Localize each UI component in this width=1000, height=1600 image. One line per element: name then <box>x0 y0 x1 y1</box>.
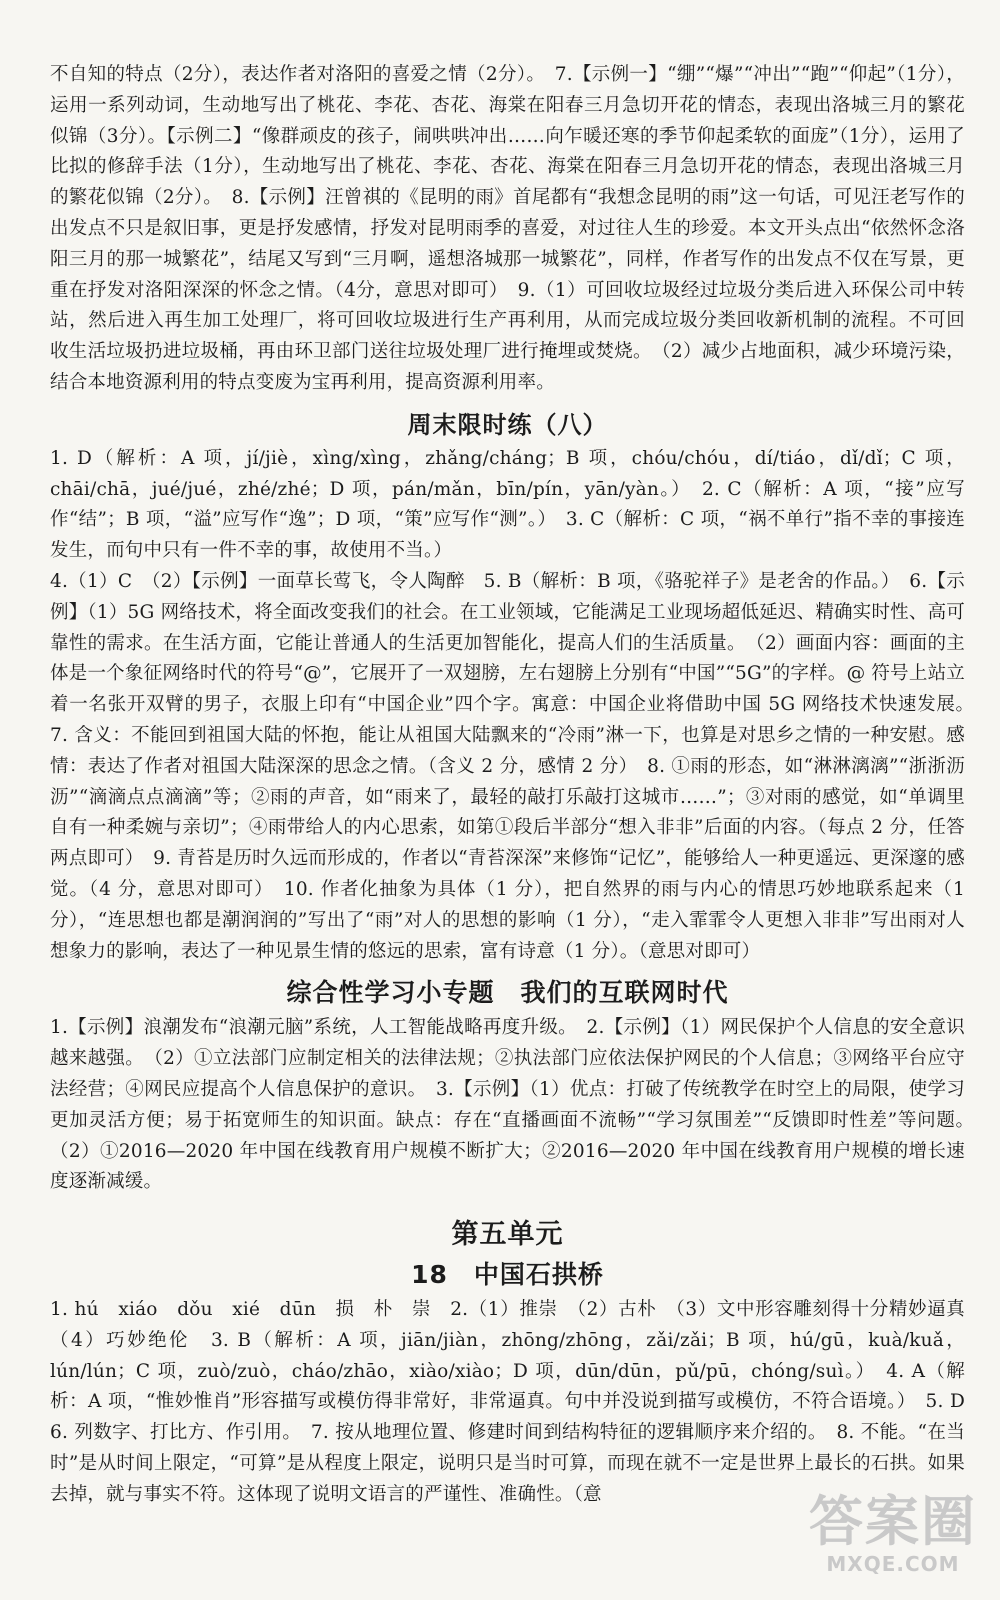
unit-title: 第五单元 <box>451 1219 564 1251</box>
weekend-paragraph-1: 1. D（解析：A 项，jí/jiè，xìng/xìng，zhǎng/cháng；B 项，chóu/chóu，dí/tiáo，dǐ/dǐ；C 项，chāi/chā，jué/jué，zhé/zhé；D 项，pán/mǎn，bīn/pín，yān/yàn。） 2. C（解析：A 项，“接”应写作“结”；B 项，“溢”应写作“逸”；D 项，“策”应写作“测”。） 3. C（解析：C 项，“祸不单行”指不幸的事接连发生，而句中只有一件不幸的事，故使用不当。） <box>50 447 965 562</box>
watermark-site: MXQE.COM <box>826 1552 960 1576</box>
lesson-paragraph: 1. hú xiáo dǒu xié dūn 损 朴 崇 2.（1）推崇 （2）古朴 （3）文中形容雕刻得十分精妙逼真 （4）巧妙绝伦 3. B（解析：A 项，jiān/jiàn，zhōng/zhōng，zǎi/zǎi；B 项，hú/gū，kuà/kuǎ，lún/lún；C 项，zuò/zuò，cháo/zhāo，xiào/xiào；D 项，dūn/dūn，pǔ/pū，chóng/suì。） 4. A（解析：A 项，“惟妙惟肖”形容描写或模仿得非常好，非常逼真。句中并没说到描写或模仿，不符合语境。） 5. D 6. 列数字、打比方、作引用。 7. 按从地理位置、修建时间到结构特征的逻辑顺序来介绍的。 8. 不能。“在当时”是从时间上限定，“可算”是从程度上限定，说明只是当时可算，而现在就不一定是世界上最长的石拱。如果去掉，就与事实不符。这体现了说明文语言的严谨性、准确性。（意 <box>50 1299 984 1505</box>
weekend-practice-title: 周末限时练（八） <box>407 410 608 439</box>
watermark-logo: 答案圈 <box>809 1490 977 1553</box>
answer-page <box>50 60 984 1511</box>
watermark <box>808 1492 978 1588</box>
intro-paragraph: 不自知的特点（2分），表达作者对洛阳的喜爱之情（2分）。 7.【示例一】“绷”“爆”“冲出”“跑”“仰起”（1分），运用一系列动词，生动地写出了桃花、李花、杏花、海棠在阳春三月急切开花的情态，表现出洛城三月的繁花似锦（3分）。【示例二】“像群顽皮的孩子，闹哄哄冲出……向乍暖还寒的季节仰起柔软的面庞”（1分），运用了比拟的修辞手法（1分），生动地写出了桃花、李花、杏花、海棠在阳春三月急切开花的情态，表现出洛城三月的繁花似锦（2分）。 8.【示例】汪曾祺的《昆明的雨》首尾都有“我想念昆明的雨”这一句话，可见汪老写作的出发点不只是叙旧事，更是抒发感情，抒发对昆明雨季的喜爱，对过往人生的珍爱。本文开头点出“依然怀念洛阳三月的那一城繁花”，结尾又写到“三月啊，遥想洛城那一城繁花”，同样，作者写作的出发点不仅在写景，更重在抒发对洛阳深深的怀念之情。（4分，意思对即可） 9.（1）可回收垃圾经过垃圾分类后进入环保公司中转站，然后进入再生加工处理厂，将可回收垃圾进行生产再利用，从而完成垃圾分类回收新机制的流程。不可回收生活垃圾扔进垃圾桶，再由环卫部门送往垃圾处理厂进行掩埋或焚烧。 （2）减少占地面积，减少环境污染，结合本地资源利用的特点变废为宝再利用，提高资源利用率。 <box>50 64 965 393</box>
lesson-title: 18 中国石拱桥 <box>411 1260 604 1290</box>
topic-paragraph: 1.【示例】浪潮发布“浪潮元脑”系统，人工智能战略再度升级。 2.【示例】（1）网民保护个人信息的安全意识越来越强。 （2）①立法部门应制定相关的法律法规；②执法部门应依法保护网民的个人信息；③网络平台应守法经营；④网民应提高个人信息保护的意识。 3.【示例】（1）优点：打破了传统教学在时空上的局限，使学习更加灵活方便；易于拓宽师生的知识面。缺点：存在“直播画面不流畅”“学习氛围差”“反馈即时性差”等问题。 （2）①2016—2020 年中国在线教育用户规模不断扩大；②2016—2020 年中国在线教育用户规模的增长速度逐渐减缓。 <box>50 1017 984 1193</box>
weekend-paragraph-2: 4.（1）C （2）【示例】一面草长莺飞，令人陶醉 5. B（解析：B 项，《骆驼祥子》是老舍的作品。） 6.【示例】（1）5G 网络技术，将全面改变我们的社会。在工业领域，它能满足工业现场超低延迟、精确实时性、高可靠性的需求。在生活方面，它能让普通人的生活更加智能化，提高人们的生活质量。 （2）画面内容：画面的主体是一个象征网络时代的符号“@”，它展开了一双翅膀，左右翅膀上分别有“中国”“5G”的字样。@ 符号上站立着一名张开双臂的男子，衣服上印有“中国企业”四个字。寓意：中国企业将借助中国 5G 网络技术快速发展。 7. 含义：不能回到祖国大陆的怀抱，能让从祖国大陆飘来的“冷雨”淋一下，也算是对思乡之情的一种安慰。感情：表达了作者对祖国大陆深深的思念之情。（含义 2 分，感情 2 分） 8. ①雨的形态，如“淋淋漓漓”“浙浙沥沥”“滴滴点点滴滴”等；②雨的声音，如“雨来了，最轻的敲打乐敲打这城市……”；③对雨的感觉，如“单调里自有一种柔婉与亲切”；④雨带给人的内心思索，如第①段后半部分“想入非非”后面的内容。（每点 2 分，任答两点即可） 9. 青苔是历时久远而形成的，作者以“青苔深深”来修饰“记忆”，能够给人一种更遥远、更深邃的感觉。（4 分，意思对即可） 10. 作者化抽象为具体（1 分），把自然界的雨与内心的情思巧妙地联系起来（1 分），“连思想也都是潮润润的”写出了“雨”对人的思想的影响（1 分），“走入霏霏令人更想入非非”写出雨对人想象力的影响，表达了一种见景生情的悠远的思索，富有诗意（1 分）。（意思对即可） <box>50 570 984 962</box>
topic-title: 综合性学习小专题 我们的互联网时代 <box>286 978 729 1008</box>
